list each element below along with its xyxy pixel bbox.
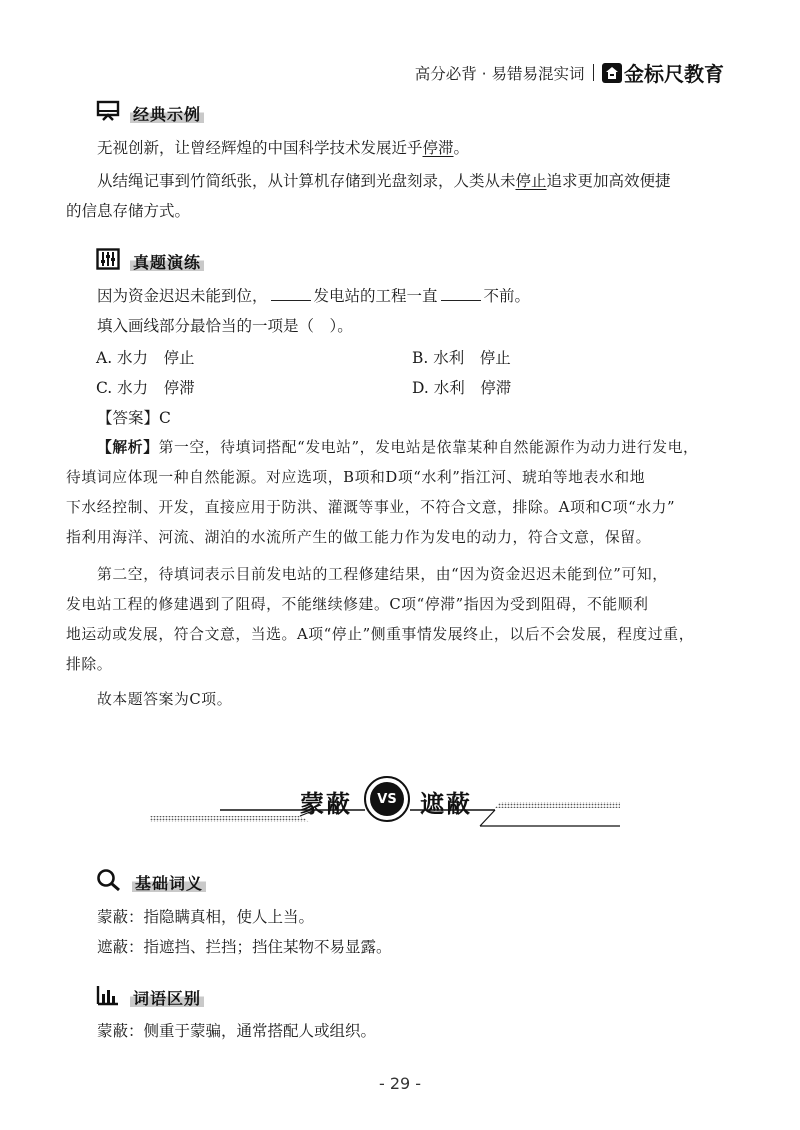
analysis-line: 下水经控制、开发，直接应用于防洪、灌溉等事业，不符合文意，排除。A项和C项“水力” xyxy=(66,499,676,516)
difference-line: 蒙蔽：侧重于蒙骗，通常搭配人或组织。 xyxy=(97,1022,377,1040)
section-basic-title xyxy=(96,868,206,896)
definition-line: 遮蔽：指遮挡、拦挡；挡住某物不易显露。 xyxy=(97,938,392,956)
section-label: 经典示例 xyxy=(130,102,204,125)
analysis-line: 发电站工程的修建遇到了阻碍，不能继续修建。C项“停滞”指因为受到阻碍，不能顺利 xyxy=(66,596,649,613)
analysis-line: 地运动或发展，符合文意，当选。A项“停止”侧重事情发展终止，以后不会发展，程度过重， xyxy=(66,626,695,643)
brand-logo xyxy=(602,58,724,87)
section-label: 基础词义 xyxy=(132,871,206,894)
brand-mark-icon xyxy=(602,63,622,83)
analysis-line: 【解析】第一空，待填词搭配“发电站”，发电站是依靠某种自然能源作为动力进行发电， xyxy=(97,439,699,456)
analysis-line: 指利用海洋、河流、湖泊的水流所产生的做工能力作为发电的动力，符合文意，保留。 xyxy=(66,529,652,546)
magnifier-icon xyxy=(96,868,122,896)
analysis-tag: 【解析】 xyxy=(97,439,159,456)
page-number: - 29 - xyxy=(378,1074,422,1093)
section-examples-title xyxy=(96,100,204,126)
option-c: C. 水力 停滞 xyxy=(96,379,195,397)
compare-word-left: 蒙蔽 xyxy=(300,789,352,818)
option-b: B. 水利 停止 xyxy=(412,349,511,367)
fill-blank xyxy=(271,286,311,301)
example-sentence-2: 从结绳记事到竹简纸张，从计算机存储到光盘刻录，人类从未停止追求更加高效便捷 xyxy=(97,172,671,190)
brand-name: 金标尺教育 xyxy=(624,62,724,86)
example-sentence-1: 无视创新，让曾经辉煌的中国科学技术发展近乎停滞。 xyxy=(97,139,470,157)
analysis-line: 待填词应体现一种自然能源。对应选项，B项和D项“水利”指江河、琥珀等地表水和地 xyxy=(66,469,646,486)
fill-blank xyxy=(441,286,481,301)
analysis-line: 排除。 xyxy=(66,656,113,673)
analysis-conclusion: 故本题答案为C项。 xyxy=(97,691,233,708)
definition-line: 蒙蔽：指隐瞒真相，使人上当。 xyxy=(97,908,315,926)
analysis-line: 第二空，待填词表示目前发电站的工程修建结果，由“因为资金迟迟未能到位”可知， xyxy=(97,566,668,583)
question-text: 因为资金迟迟未能到位， 发电站的工程一直 不前。 xyxy=(97,287,531,305)
question-prompt: 填入画线部分最恰当的一项是（ ）。 xyxy=(97,317,353,335)
section-difference-title xyxy=(96,984,204,1010)
monitor-icon xyxy=(96,100,120,126)
option-d: D. 水利 停滞 xyxy=(412,379,512,397)
compare-word-right: 遮蔽 xyxy=(420,789,472,818)
section-practice-title xyxy=(96,248,204,274)
header-text: 高分必背 · 易错易混实词 xyxy=(414,64,585,83)
vs-badge: VS xyxy=(370,782,404,816)
option-a: A. 水力 停止 xyxy=(96,349,195,367)
sliders-icon xyxy=(96,248,120,274)
highlight-word: 停止 xyxy=(515,172,547,190)
comparison-banner xyxy=(150,770,620,836)
page-header xyxy=(415,58,724,87)
header-divider xyxy=(593,64,595,81)
highlight-word: 停滞 xyxy=(422,139,454,157)
example-sentence-2-cont: 的信息存储方式。 xyxy=(66,202,191,220)
section-label: 真题演练 xyxy=(130,250,204,273)
answer-line: 【答案】C xyxy=(97,409,171,427)
bar-chart-icon xyxy=(96,984,120,1010)
section-label: 词语区别 xyxy=(130,986,204,1009)
